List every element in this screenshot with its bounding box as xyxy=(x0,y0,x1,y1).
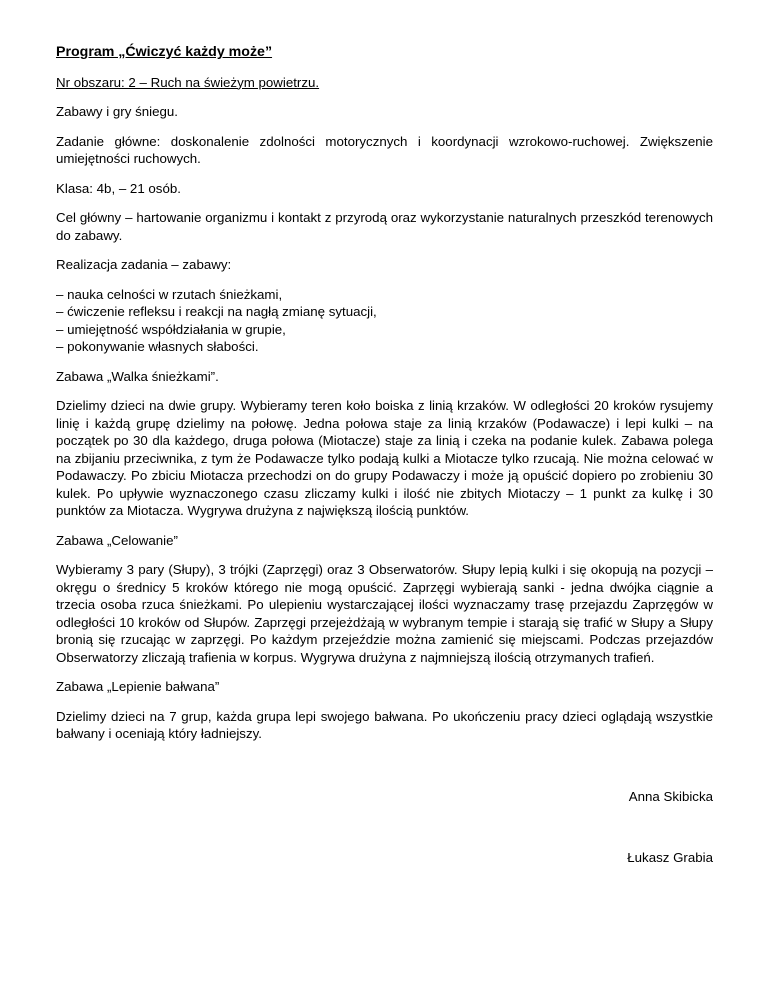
document-title: Program „Ćwiczyć każdy może” xyxy=(56,44,273,60)
document-page xyxy=(56,44,713,867)
games-heading: Zabawy i gry śniegu. xyxy=(56,104,178,119)
author-signature-1: Anna Skibicka xyxy=(628,788,713,804)
author-signature-2: Łukasz Grabia xyxy=(627,850,713,865)
area-line: Nr obszaru: 2 – Ruch na świeżym powietrzu. xyxy=(56,74,320,90)
list-item: – pokonywanie własnych słabości. xyxy=(56,339,259,354)
list-item: – umiejętność współdziałania w grupie, xyxy=(56,321,286,337)
list-item: – ćwiczenie refleksu i reakcji na nagłą zmianę sytuacji, xyxy=(56,304,377,319)
class-info: Klasa: 4b, – 21 osób. xyxy=(56,180,181,196)
game3-title: Zabawa „Lepienie bałwana” xyxy=(56,679,220,694)
main-task: Zadanie główne: doskonalenie zdolności motorycznych i koordynacji wzrokowo-ruchowej. Zwiększenie umiejętności ruchowych. xyxy=(56,133,713,166)
game3-text: Dzielimy dzieci na 7 grup, każda grupa lepi swojego bałwana. Po ukończeniu pracy dzieci oglądają wszystkie bałwany i oceniają który ładniejszy. xyxy=(56,708,713,741)
game2-text: Wybieramy 3 pary (Słupy), 3 trójki (Zaprzęgi) oraz 3 Obserwatorów. Słupy lepią kulki i się okopują na pozycji – okręgu o średnicy 5 kroków którego nie mogą opuścić. Zaprzęgi wybierają sanki - jedna dwójka ciągnie a trzecia osoba rzuca śnieżkami. Po ulepieniu wystarczającej ilości wyznaczamy trasę przejazdu Zaprzęgów w odległości 10 kroków od Słupów. Zaprzęgi przejeżdżają w wybranym tempie i starają się trafić w Słupy a Słupy bronią się rzucając w zaprzęgi. Po każdym przejeździe można zamienić się miejscami. Podczas przejazdów Obserwatorzy zliczają trafienia w korpus. Wygrywa drużyna z najmniejszą ilością otrzymanych trafień. xyxy=(56,562,713,665)
main-goal: Cel główny – hartowanie organizmu i kontakt z przyrodą oraz wykorzystanie naturalnych przeszkód terenowych do zabawy. xyxy=(56,210,713,243)
list-item: – nauka celności w rzutach śnieżkami, xyxy=(56,286,283,302)
realization-list xyxy=(56,286,713,356)
game1-text: Dzielimy dzieci na dwie grupy. Wybieramy teren koło boiska z linią krzaków. W odległości 20 kroków rysujemy linię i każdą grupę dzielimy na połowę. Jedna połowa staje za linią krzaków (Podawacze) i lepi kulki – na początek po 30 dla każdego, druga połowa (Miotacze) staje za linią i czeka na podanie kulek. Zabawa polega na zbijaniu przeciwnika, z tym że Podawacze tylko podają kulki a Miotacze tylko rzucają. Nie można celować w Podawaczy. Po zbiciu Miotacza przechodzi on do grupy Podawaczy i może ją opuścić dopiero po zrobieniu 30 kulek. Po upływie wyznaczonego czasu zliczamy kulki i ilość nie zbitych Miotaczy – 1 punkt za kulkę i 30 punktów za Miotacza. Wygrywa drużyna z największą ilością punktów. xyxy=(56,398,713,518)
game2-title: Zabawa „Celowanie” xyxy=(56,532,178,548)
game1-title: Zabawa „Walka śnieżkami”. xyxy=(56,368,219,384)
realization-heading: Realizacja zadania – zabawy: xyxy=(56,257,232,272)
